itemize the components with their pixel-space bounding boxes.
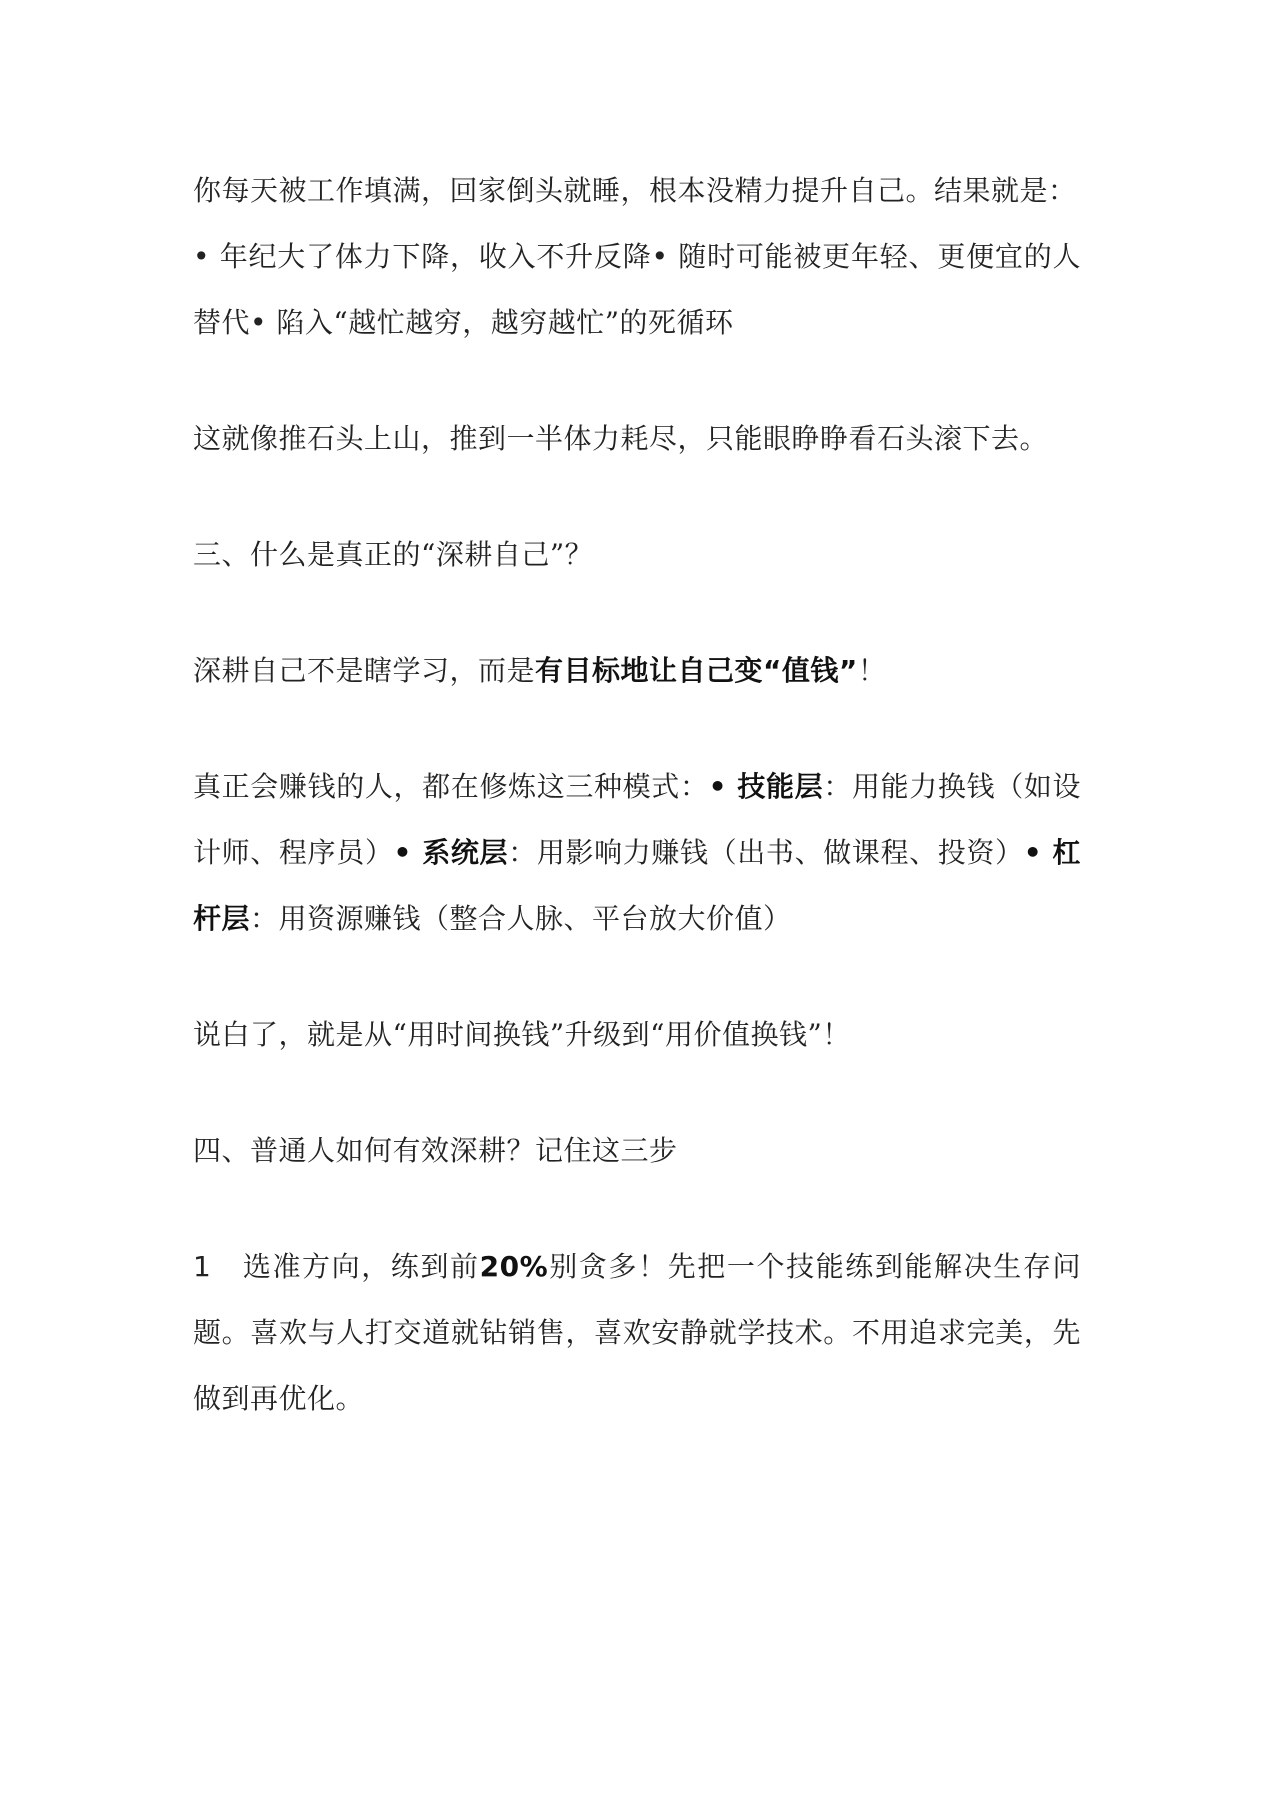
mode-skill-text: ：用能力换钱（如设计师、程序员） [193,770,1081,869]
paragraph-consequences [193,158,1081,356]
mode-leverage-label: • 杠杆层 [193,836,1081,935]
modes-intro-text: 真正会赚钱的人，都在修炼这三种模式： [193,770,709,803]
definition-end-punct: ！ [857,654,887,687]
mode-system-text: ：用影响力赚钱（出书、做课程、投资） [508,836,1024,869]
step-number: 1 [193,1250,212,1283]
mode-system-label: • 系统层 [393,836,509,869]
definition-bold-text: 有目标地让自己变“值钱” [535,654,858,687]
paragraph-definition [193,638,1081,704]
step-1-text: 别贪多！先把一个技能练到能解决生存问题。喜欢与人打交道就钻销售，喜欢安静就学技术。不用追求完美，先做到再优化。 [193,1250,1081,1415]
step-1-pre-text: 选准方向，练到前 [242,1250,480,1283]
paragraph-summary: 说白了，就是从“用时间换钱”升级到“用价值换钱”！ [193,1018,851,1051]
section-heading-4: 四、普通人如何有效深耕？记住这三步 [193,1134,678,1167]
mode-skill-label: • 技能层 [708,770,824,803]
paragraph-metaphor: 这就像推石头上山，推到一半体力耗尽，只能眼睁睁看石头滚下去。 [193,422,1049,455]
bullet-list-consequences: • 年纪大了体力下降，收入不升反降• 随时可能被更年轻、更便宜的人替代• 陷入“越忙越穷，越穷越忙”的死循环 [193,240,1081,339]
paragraph-intro-text: 你每天被工作填满，回家倒头就睡，根本没精力提升自己。结果就是： [193,174,1077,207]
step-1-percent: 20% [479,1250,549,1283]
mode-leverage-text: ：用资源赚钱（整合人脉、平台放大价值） [250,902,792,935]
document-body [193,158,1081,1432]
definition-plain-text: 深耕自己不是瞎学习，而是 [193,654,536,687]
section-heading-3: 三、什么是真正的“深耕自己”？ [193,538,594,571]
paragraph-step-1 [193,1234,1081,1432]
paragraph-three-modes [193,754,1081,952]
